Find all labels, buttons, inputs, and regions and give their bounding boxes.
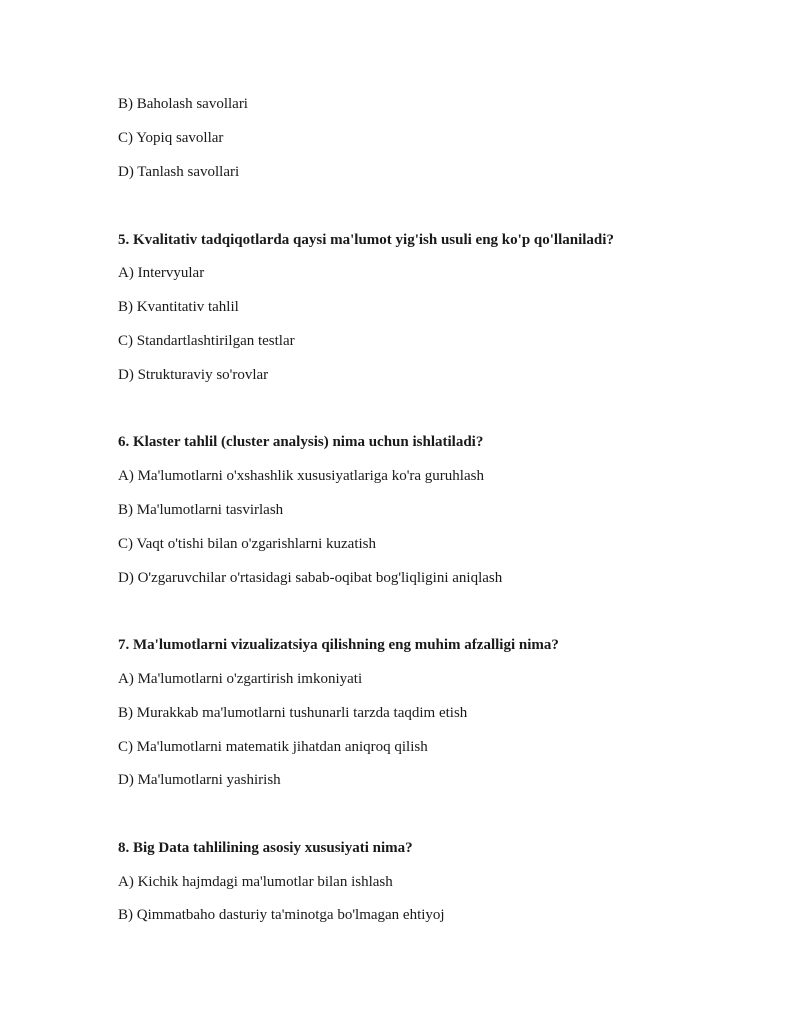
option-line: B) Qimmatbaho dasturiy ta'minotga bo'lmagan ehtiyoj <box>118 907 445 923</box>
option-line: D) Ma'lumotlarni yashirish <box>118 772 281 788</box>
option-line: C) Vaqt o'tishi bilan o'zgarishlarni kuzatish <box>118 536 377 552</box>
question-6: 6. Klaster tahlil (cluster analysis) nima uchun ishlatiladi? <box>118 434 484 450</box>
option-line: C) Standartlashtirilgan testlar <box>118 333 295 349</box>
option-line: B) Kvantitativ tahlil <box>118 299 239 315</box>
option-line: C) Ma'lumotlarni matematik jihatdan aniqroq qilish <box>118 739 428 755</box>
option-line: A) Ma'lumotlarni o'zgartirish imkoniyati <box>118 671 363 687</box>
option-line: C) Yopiq savollar <box>118 130 224 146</box>
option-line: A) Intervyular <box>118 265 205 281</box>
option-line: B) Murakkab ma'lumotlarni tushunarli tarzda taqdim etish <box>118 705 468 721</box>
option-line: B) Ma'lumotlarni tasvirlash <box>118 502 284 518</box>
option-line: A) Ma'lumotlarni o'xshashlik xususiyatlariga ko'ra guruhlash <box>118 468 484 484</box>
question-8: 8. Big Data tahlilining asosiy xususiyati nima? <box>118 840 413 856</box>
option-line: D) Strukturaviy so'rovlar <box>118 367 269 383</box>
option-line: D) Tanlash savollari <box>118 164 240 180</box>
option-line: B) Baholash savollari <box>118 96 248 112</box>
question-5: 5. Kvalitativ tadqiqotlarda qaysi ma'lumot yig'ish usuli eng ko'p qo'llaniladi? <box>118 232 614 248</box>
option-line: D) O'zgaruvchilar o'rtasidagi sabab-oqibat bog'liqligini aniqlash <box>118 570 503 586</box>
option-line: A) Kichik hajmdagi ma'lumotlar bilan ishlash <box>118 874 393 890</box>
question-7: 7. Ma'lumotlarni vizualizatsiya qilishning eng muhim afzalligi nima? <box>118 637 559 653</box>
